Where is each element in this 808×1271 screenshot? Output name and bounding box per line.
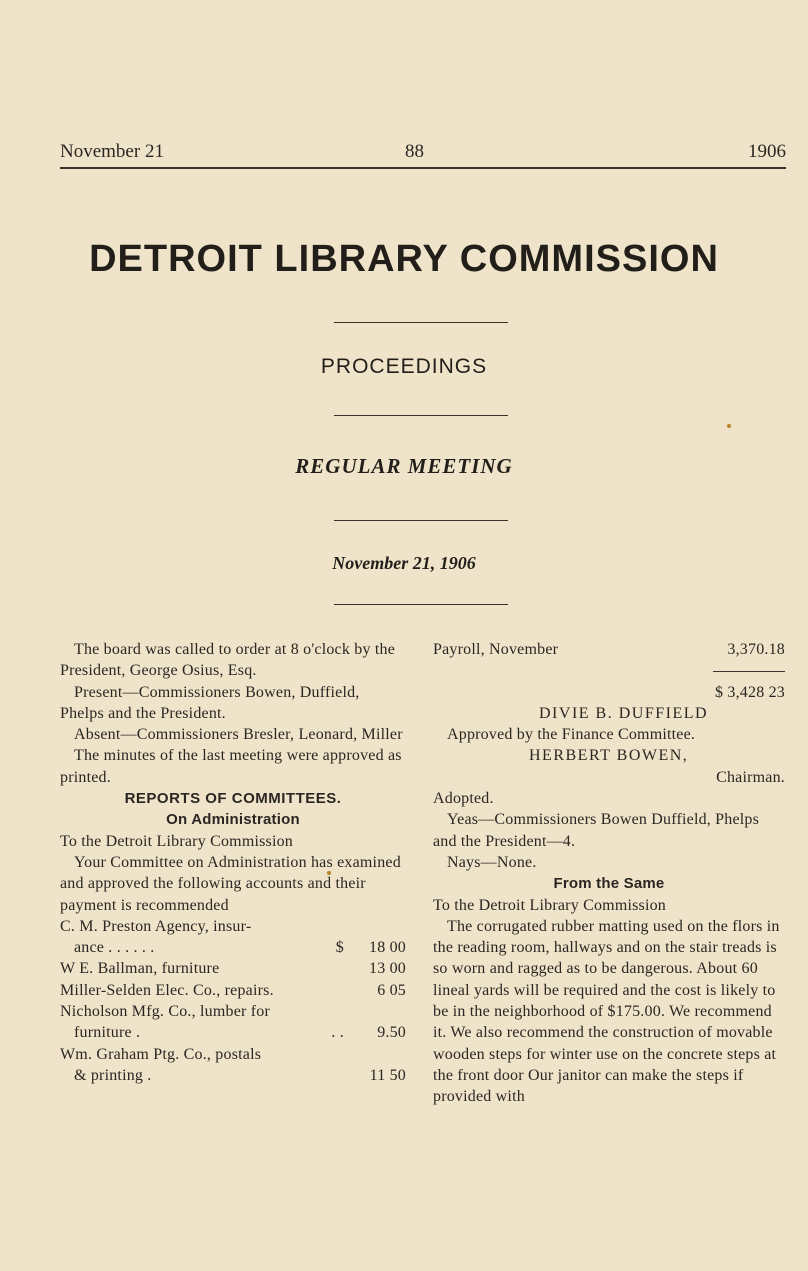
- account-amount: 9.50: [377, 1024, 406, 1042]
- account-line: [60, 980, 406, 1001]
- left-column: [60, 639, 406, 1086]
- account-name: furniture .: [74, 1024, 141, 1042]
- account-name: Wm. Graham Ptg. Co., postals: [60, 1045, 262, 1063]
- dollar-sign: $: [335, 939, 344, 957]
- leader-dots: . .: [331, 1024, 344, 1042]
- page-title: DETROIT LIBRARY COMMISSION: [89, 238, 719, 280]
- meeting-date-heading: November 21, 1906: [332, 553, 476, 573]
- divider-rule: [334, 322, 508, 323]
- account-amount: 6 05: [377, 981, 406, 999]
- chairman-name: HERBERT BOWEN,: [529, 747, 689, 765]
- account-name: W E. Ballman, furniture: [60, 960, 220, 978]
- paper-speck: [727, 424, 731, 428]
- running-header: [60, 141, 786, 169]
- payroll-label: Payroll, November: [433, 641, 559, 658]
- adopted-line: Adopted.: [433, 790, 494, 808]
- account-name: Miller-Selden Elec. Co., repairs.: [60, 981, 274, 999]
- page-number: 88: [405, 141, 424, 162]
- account-line: [60, 1044, 406, 1065]
- right-column: [433, 639, 785, 1108]
- administration-body: Your Committee on Administration has examined and approved the following accounts and their payment is recommended: [60, 853, 401, 914]
- account-line: [60, 1065, 406, 1086]
- signer-name: DIVIE B. DUFFIELD: [539, 704, 709, 722]
- divider-rule: [334, 604, 508, 605]
- account-name: Nicholson Mfg. Co., lumber for: [60, 1003, 270, 1021]
- salutation: To the Detroit Library Commission: [60, 832, 294, 850]
- from-same-heading: From the Same: [553, 875, 665, 893]
- account-line: [60, 1001, 406, 1022]
- account-name: ance . . . . . .: [74, 939, 155, 957]
- meeting-type-heading: REGULAR MEETING: [295, 454, 513, 478]
- header-rule: [60, 167, 786, 169]
- nays-line: Nays—None.: [447, 853, 537, 871]
- account-line: [60, 916, 406, 937]
- account-name: C. M. Preston Agency, insur-: [60, 917, 252, 935]
- administration-heading: On Administration: [166, 811, 300, 829]
- total-amount: $ 3,428 23: [715, 683, 785, 701]
- matting-paragraph: The corrugated rubber matting used on the flors in the reading room, hallways and on the stair treads is so worn and ragged as to be dangerous. About 60 lineal yards will be required and the cost is likely to be in the neighborhood of $175.00. We recommend it. We also recommend the construction of movable wooden steps for winter use on the concrete steps at the front door Our janitor can make the steps if provided with: [433, 917, 780, 1106]
- total-rule-row: [433, 660, 785, 681]
- account-amount: 18 00: [369, 939, 406, 957]
- yeas-paragraph: Yeas—Commissioners Bowen Duffield, Phelps and the President—4.: [433, 811, 760, 850]
- intro-paragraph: The board was called to order at 8 o'clock by the President, George Osius, Esq.: [60, 641, 396, 680]
- absent-paragraph: Absent—Commissioners Bresler, Leonard, Miller: [74, 726, 403, 744]
- account-line: [60, 937, 406, 958]
- divider-rule: [334, 520, 508, 521]
- salutation: To the Detroit Library Commission: [433, 896, 667, 914]
- payroll-line: [433, 639, 785, 660]
- reports-heading: REPORTS OF COMMITTEES.: [124, 790, 342, 808]
- present-paragraph: Present—Commissioners Bowen, Duffield, Phelps and the President.: [60, 683, 360, 722]
- approved-line: Approved by the Finance Committee.: [447, 726, 696, 744]
- chairman-title: Chairman.: [716, 768, 785, 786]
- header-date: November 21: [60, 141, 164, 162]
- proceedings-heading: PROCEEDINGS: [320, 355, 488, 378]
- payroll-amount: 3,370.18: [727, 641, 785, 658]
- account-name: & printing .: [74, 1066, 152, 1084]
- account-amount: 13 00: [369, 960, 406, 978]
- accounts-list: [60, 916, 406, 1086]
- account-line: [60, 958, 406, 979]
- account-line: [60, 1022, 406, 1043]
- account-amount: 11 50: [369, 1066, 406, 1084]
- divider-rule: [334, 415, 508, 416]
- header-year: 1906: [748, 141, 786, 162]
- minutes-paragraph: The minutes of the last meeting were approved as printed.: [60, 747, 402, 786]
- total-rule: [713, 671, 785, 672]
